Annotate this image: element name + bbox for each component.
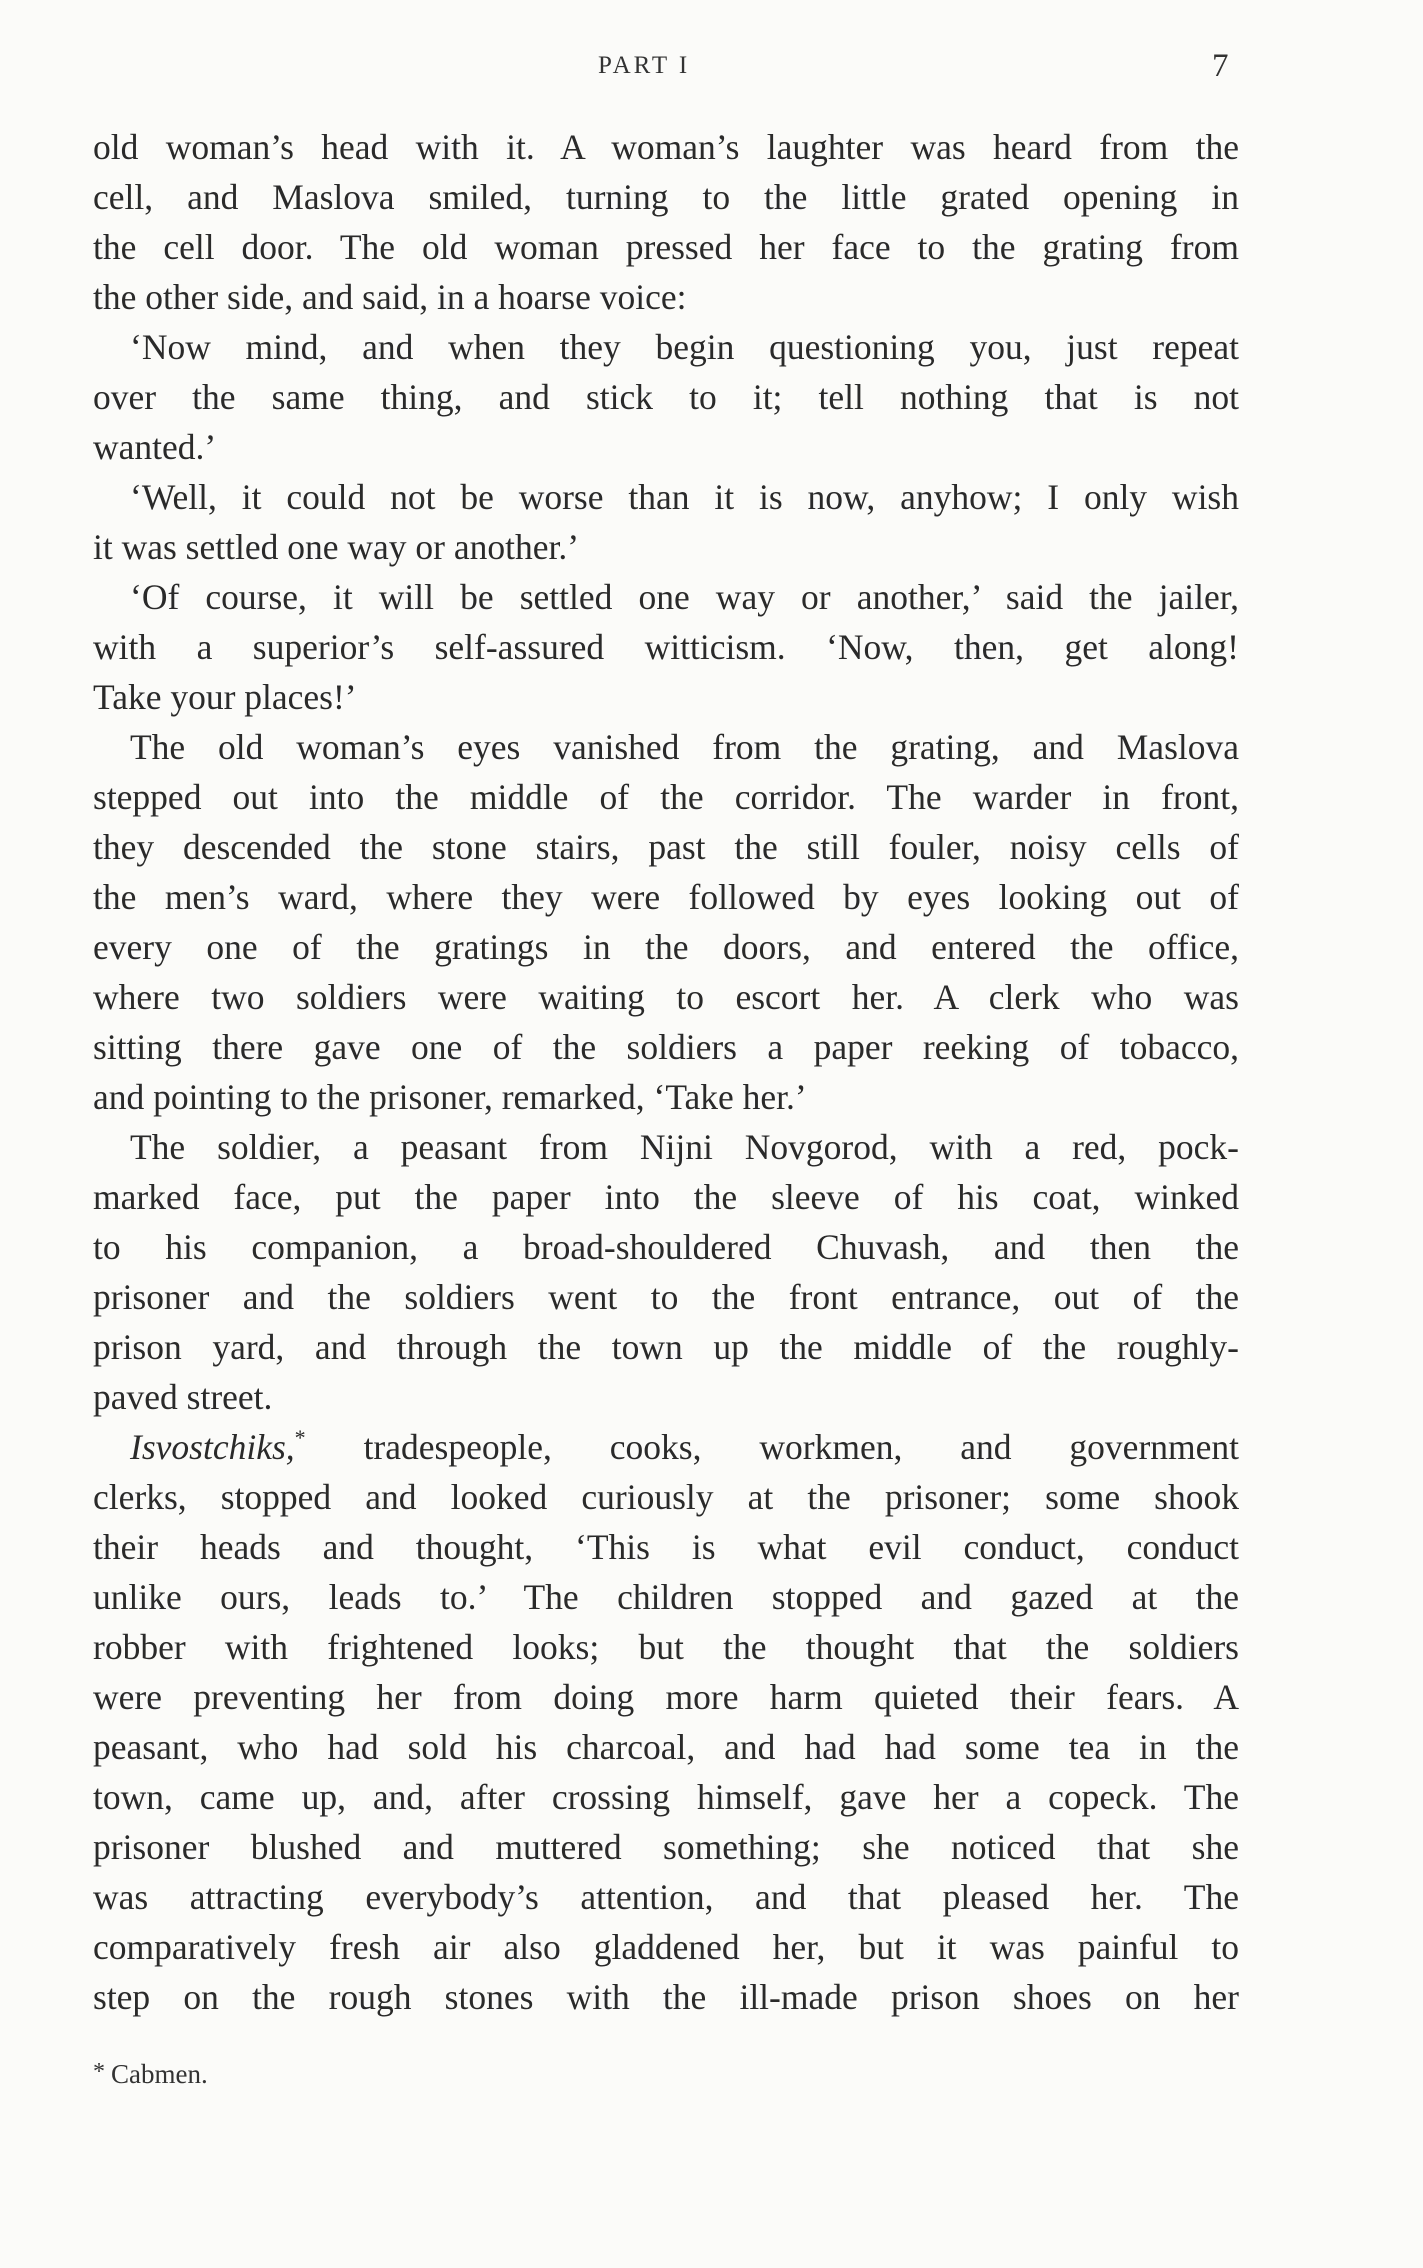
footnote-mark: * <box>93 2059 105 2085</box>
footnote <box>93 2052 208 2094</box>
text-line: prison yard, and through the town up the middle of the roughly- <box>93 1327 1239 1367</box>
text-line: ‘Now mind, and when they begin questioning you, just repeat <box>130 327 1239 367</box>
text-line-rest: tradespeople, cooks, workmen, and government <box>305 1427 1239 1467</box>
text-line: The old woman’s eyes vanished from the grating, and Maslova <box>130 727 1239 767</box>
text-line: over the same thing, and stick to it; tell nothing that is not <box>93 377 1239 417</box>
text-line: their heads and thought, ‘This is what evil conduct, conduct <box>93 1527 1239 1567</box>
text-line: was attracting everybody’s attention, and that pleased her. The <box>93 1877 1239 1917</box>
isvostchiks-word: Isvostchiks, <box>130 1427 295 1467</box>
text-line: every one of the gratings in the doors, and entered the office, <box>93 927 1239 967</box>
text-line: comparatively fresh air also gladdened her, but it was painful to <box>93 1927 1239 1967</box>
text-line: town, came up, and, after crossing himself, gave her a copeck. The <box>93 1777 1239 1817</box>
text-line: the other side, and said, in a hoarse voice: <box>93 277 687 317</box>
body-text <box>93 122 1239 2022</box>
text-line: peasant, who had sold his charcoal, and had had some tea in the <box>93 1727 1239 1767</box>
text-line: Take your places!’ <box>93 677 357 717</box>
text-line: robber with frightened looks; but the thought that the soldiers <box>93 1627 1239 1667</box>
text-line: step on the rough stones with the ill-made prison shoes on her <box>93 1977 1239 2017</box>
text-line: ‘Well, it could not be worse than it is now, anyhow; I only wish <box>130 477 1239 517</box>
text-line: they descended the stone stairs, past the still fouler, noisy cells of <box>93 827 1239 867</box>
text-line-footnote-ref <box>93 1422 1239 1472</box>
text-line: paved street. <box>93 1377 273 1417</box>
text-line: were preventing her from doing more harm quieted their fears. A <box>93 1677 1239 1717</box>
text-line: where two soldiers were waiting to escort her. A clerk who was <box>93 977 1239 1017</box>
text-line: ‘Of course, it will be settled one way or another,’ said the jailer, <box>130 577 1239 617</box>
running-head <box>0 48 1423 92</box>
text-line: with a superior’s self-assured witticism. ‘Now, then, get along! <box>93 627 1239 667</box>
text-line: old woman’s head with it. A woman’s laughter was heard from the <box>93 127 1239 167</box>
part-title: PART I <box>598 52 691 79</box>
text-line: stepped out into the middle of the corridor. The warder in front, <box>93 777 1239 817</box>
text-line: and pointing to the prisoner, remarked, ‘Take her.’ <box>93 1077 807 1117</box>
page-number: 7 <box>1212 48 1229 84</box>
text-line: cell, and Maslova smiled, turning to the little grated opening in <box>93 177 1239 217</box>
text-line: clerks, stopped and looked curiously at the prisoner; some shook <box>93 1477 1239 1517</box>
text-line: unlike ours, leads to.’ The children stopped and gazed at the <box>93 1577 1239 1617</box>
text-line: The soldier, a peasant from Nijni Novgorod, with a red, pock- <box>130 1127 1239 1167</box>
text-line: prisoner blushed and muttered something; she noticed that she <box>93 1827 1239 1867</box>
text-line: it was settled one way or another.’ <box>93 527 580 567</box>
footnote-text: Cabmen. <box>111 2059 208 2089</box>
text-line: wanted.’ <box>93 427 217 467</box>
text-line: marked face, put the paper into the sleeve of his coat, winked <box>93 1177 1239 1217</box>
text-line: prisoner and the soldiers went to the front entrance, out of the <box>93 1277 1239 1317</box>
text-line: the cell door. The old woman pressed her face to the grating from <box>93 227 1239 267</box>
text-line: sitting there gave one of the soldiers a paper reeking of tobacco, <box>93 1027 1239 1067</box>
text-line: to his companion, a broad-shouldered Chuvash, and then the <box>93 1227 1239 1267</box>
footnote-reference: * <box>294 1425 306 1450</box>
text-line: the men’s ward, where they were followed by eyes looking out of <box>93 877 1239 917</box>
